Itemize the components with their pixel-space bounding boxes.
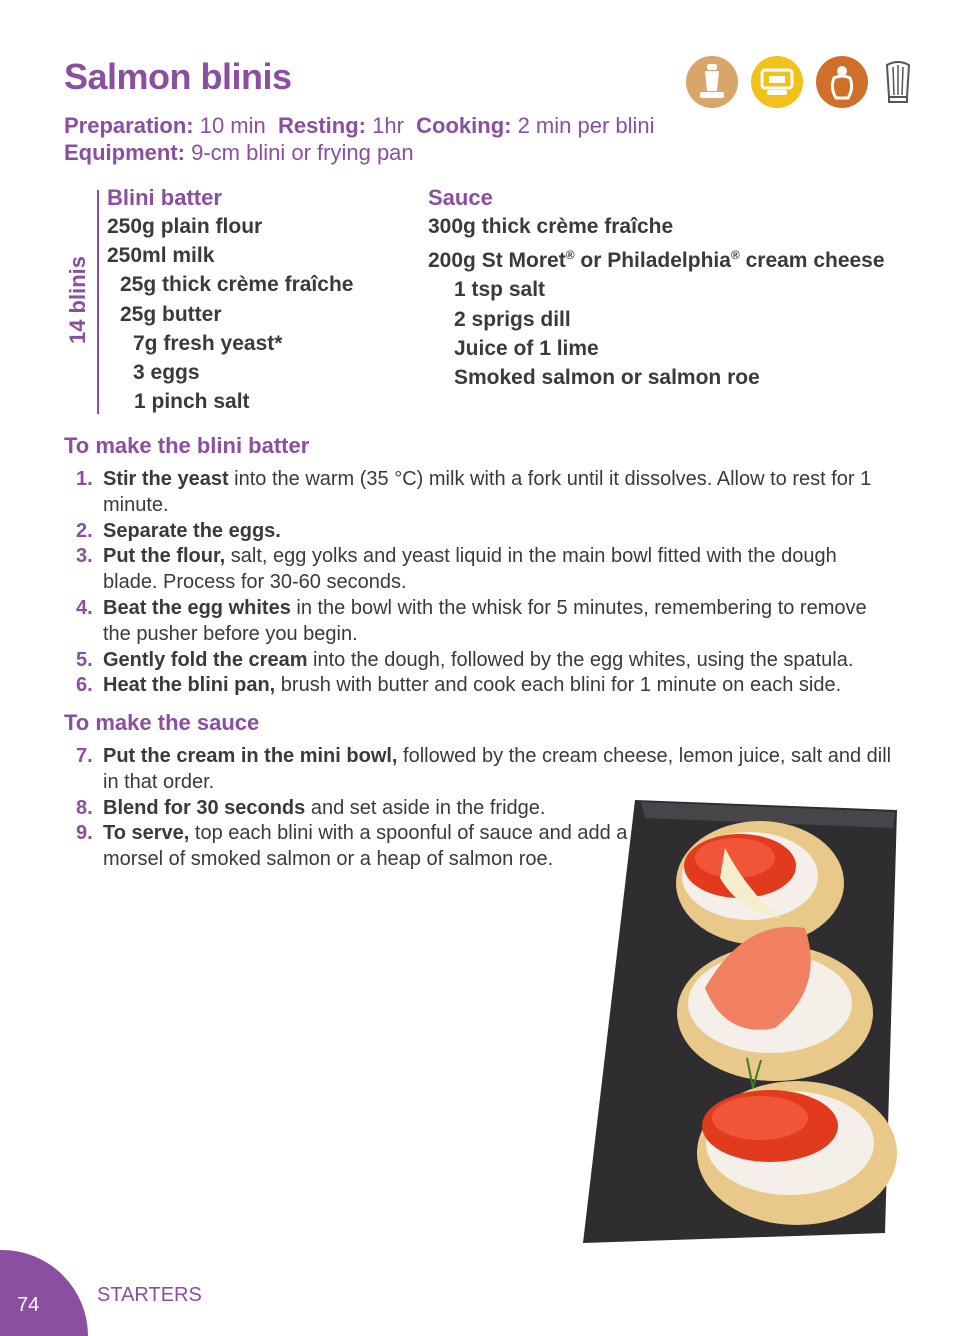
ingredient-item: 1 tsp salt: [454, 278, 546, 302]
rest-value: 1hr: [365, 113, 404, 138]
ingredients-divider: [97, 190, 99, 414]
equipment-value: 9-cm blini or frying pan: [185, 140, 414, 165]
ingredient-item: [428, 241, 885, 275]
sauce-ingredients: [428, 183, 885, 392]
ingredient-item: Juice of 1 lime: [454, 336, 599, 360]
rest-label: Resting:: [277, 113, 366, 138]
chef-hat-icon: [881, 56, 915, 108]
timing-line: [64, 112, 655, 139]
cheese-suffix: cream cheese: [739, 249, 885, 273]
ingredient-item: 25g butter: [120, 302, 222, 326]
ingredient-item: 300g thick crème fraîche: [428, 215, 674, 238]
dough-blade-icon: [816, 56, 868, 108]
cheese-brand-b: or Philadelphia: [574, 249, 731, 273]
step-item: 8. Blend for 30 seconds and set aside in the fridge.: [76, 796, 546, 819]
batter-steps-heading: To make the blini batter: [64, 433, 310, 458]
section-name: STARTERS: [97, 1284, 202, 1306]
equipment-line: [64, 139, 655, 166]
mini-chopper-icon: [686, 56, 738, 108]
ingredient-item: 2 sprigs dill: [454, 307, 571, 331]
equipment-label: Equipment:: [64, 140, 185, 165]
blini-batter-ingredients: [107, 183, 353, 416]
registered-mark: ®: [730, 248, 740, 263]
cook-label: Cooking:: [416, 113, 512, 138]
ingredient-item: 7g fresh yeast*: [133, 331, 283, 355]
ingredient-item: 25g thick crème fraîche: [120, 273, 354, 297]
ingredient-item: 250ml milk: [107, 244, 215, 268]
step-item: 7. Put the cream in the mini bowl, followed by the cream cheese, lemon juice, salt and dill in that order.: [76, 745, 892, 793]
cook-value: 2 min per blini: [511, 113, 655, 138]
main-bowl-icon: [751, 56, 803, 108]
page-title: Salmon blinis: [64, 56, 292, 97]
step-item: 1. Stir the yeast into the warm (35 °C) milk with a fork until it dissolves. Allow to rest for 1 minute.: [76, 468, 872, 516]
registered-mark: ®: [565, 248, 575, 263]
step-item: 2. Separate the eggs.: [76, 519, 281, 542]
step-item: 3. Put the flour, salt, egg yolks and yeast liquid in the main bowl fitted with the dough blade. Process for 30-60 seconds.: [76, 545, 837, 594]
appliance-icons: [686, 56, 915, 108]
step-item: 4. Beat the egg whites in the bowl with the whisk for 5 minutes, remembering to remove the pusher before you begin.: [76, 596, 867, 645]
servings-label: 14 blinis: [65, 255, 90, 345]
sauce-heading: Sauce: [428, 185, 493, 210]
step-item: 6. Heat the blini pan, brush with butter and cook each blini for 1 minute on each side.: [76, 674, 842, 697]
salmon-blinis-photo: [575, 788, 910, 1253]
recipe-meta: [64, 112, 655, 166]
ingredient-item: Smoked salmon or salmon roe: [454, 366, 760, 390]
ingredient-item: 3 eggs: [133, 361, 200, 385]
prep-label: Preparation:: [64, 113, 194, 138]
step-item: 5. Gently fold the cream into the dough, followed by the egg whites, using the spatula.: [76, 648, 854, 671]
step-item: 9. To serve, top each blini with a spoonful of sauce and add a morsel of smoked salmon or a heap of salmon roe.: [76, 822, 628, 871]
prep-value: 10 min: [193, 113, 266, 138]
ingredient-item: 1 pinch salt: [134, 390, 250, 414]
batter-steps: [64, 467, 892, 699]
page-number: 74: [17, 1294, 40, 1316]
sauce-steps-heading: To make the sauce: [64, 710, 260, 735]
ingredient-item: 250g plain flour: [107, 215, 263, 238]
cheese-brand-a: 200g St Moret: [428, 249, 566, 273]
page-number-tab: [0, 1250, 88, 1336]
blini-batter-heading: Blini batter: [107, 185, 222, 210]
